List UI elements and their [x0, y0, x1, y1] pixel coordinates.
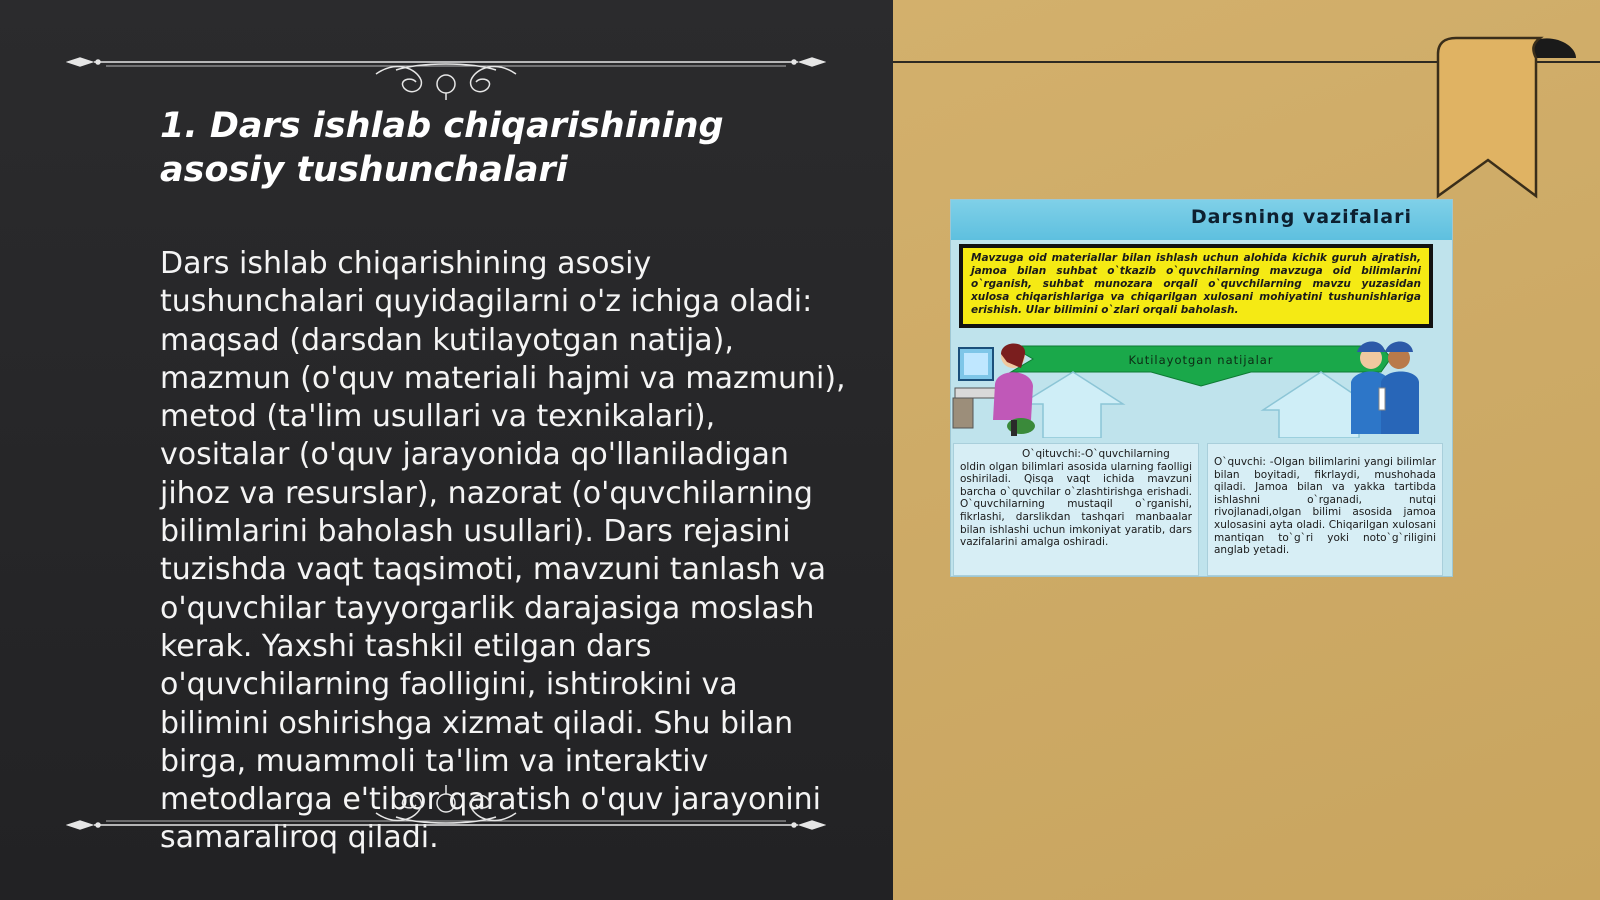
arrow-label: Kutilayotgan natijalar [1128, 353, 1274, 367]
slide-body-text: Dars ishlab chiqarishining asosiy tushunchalari quyidagilarni o'z ichiga oladi: maqsad (darsdan kutilayotgan natija), mazmun (o'quv materiali hajmi va mazmuni), metod (ta'lim usullari va texnikalari), vositalar (o'quv jarayonida qo'llaniladigan jihoz va resurslar), nazorat (o'quvchilarning bilimlarini baholash usullari). Dars rejasini tuzishda vaqt taqsimoti, mavzuni tanlash va o'quvchilar tayyorgarlik darajasiga moslash kerak. Yaxshi tashkil etilgan dars o'quvchilarning faolligini, ishtirokini va bilimini oshirishga xizmat qiladi. Shu bilan birga, muammoli ta'lim va interaktiv metodlarga e'tibor qaratish o'quv jarayonini samaraliroq qiladi. [160, 246, 846, 856]
lesson-tasks-diagram [950, 199, 1453, 577]
student-column [1207, 443, 1443, 576]
top-scroll-ornament-icon [66, 40, 826, 100]
teacher-column-text: oldin olgan bilimlari asosida ularning faolligi oshiriladi. Qisqa vaqt ichida mavzuni barcha o`quvchilar o`zlashtirishga erishadi. O`quvchilarning mustaqil o`rganishi, fikrlashi, darslikdan tashqari manbaalar bilan ishlashi uchun imkoniyat yaratib, dars vazifalarini amalga oshiradi. [960, 460, 1192, 549]
diagram-title: Darsning vazifalari [1190, 206, 1412, 228]
teacher-at-computer-icon [953, 344, 1035, 437]
bookmark-ribbon-icon [1436, 36, 1576, 206]
diagram-header [951, 200, 1452, 240]
student-column-text: O`quvchi: -Olgan bilimlarini yangi bilimlar bilan boyitadi, fikrlaydi, mushohada qiladi. Jamoa bilan va yakka tartibda ishlashni o`rganadi, nutqi rivojlanadi,olgan bilimi asosida jamoa xulosasini ayta oladi. Chiqarilgan xulosani mantiqan to`g`ri yoki noto`g`riligini anglab yetadi. [1214, 456, 1436, 557]
diagram-illustration [951, 338, 1452, 438]
teacher-column-heading: O`qituvchi:-O`quvchilarning [1022, 448, 1170, 460]
teacher-column [953, 443, 1199, 576]
bottom-scroll-ornament-icon [66, 785, 826, 845]
slide-title: 1. Dars ishlab chiqarishining asosiy tushunchalari [160, 106, 724, 190]
left-up-arrow-icon [1021, 372, 1123, 438]
diagram-highlight-box [959, 244, 1433, 328]
diagram-highlight-text: Mavzuga oid materiallar bilan ishlash uchun alohida kichik guruh ajratish, jamoa bilan suhbat o`tkazib o`quvchilarning mavzuga oid bilimlarini o`rganish, suhbat munozara orqali o`quvchilarning mavzu yuzasidan xulosa chiqarishlariga va chiqarilgan xulosani mohiyatini tushunishlariga erishish. Ular bilimini o`zlari orqali baholash. [971, 252, 1421, 316]
